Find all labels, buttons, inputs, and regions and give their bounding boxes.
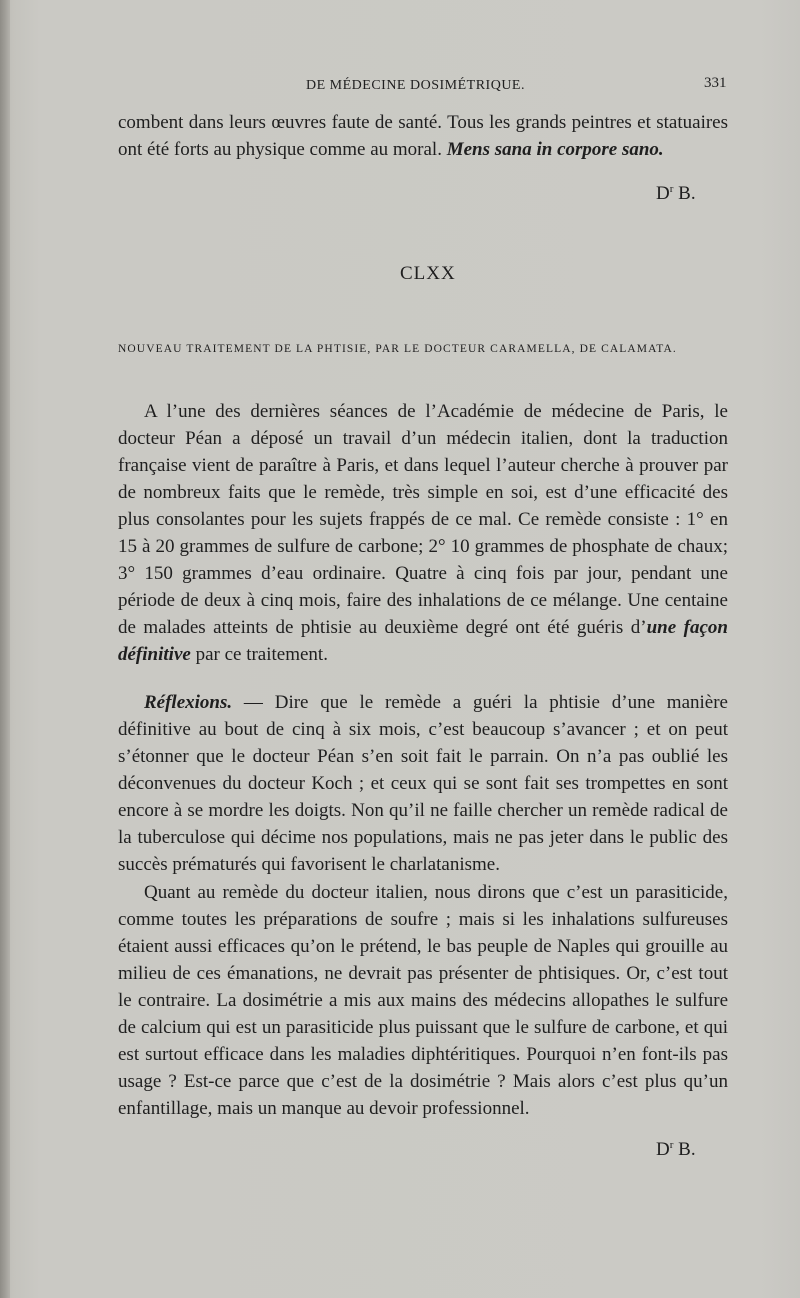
signature: [656, 183, 696, 205]
paragraph-text: A l’une des dernières séances de l’Académie de médecine de Paris, le docteur Péan a déposé un travail d’un médecin italien, dont la traduction française vient de paraître à Paris, et dans lequel l’auteur cherche à prouver par de nombreux faits que le remède, très simple en soi, est d’une efficacité des plus consolantes pour les sujets frappés de ce mal. Ce remède consiste : 1° en 15 à 20 grammes de sulfure de carbone; 2° 10 grammes de phosphate de chaux; 3° 150 grammes d’eau ordinaire. Quatre à cinq fois par jour, pendant une période de deux à cinq mois, faire des inhalations de ce mélange. Une centaine de malades atteints de phtisie au deuxième degré ont été guéris d’: [118, 401, 728, 638]
page-header: [0, 72, 800, 98]
signature-name: B.: [673, 183, 696, 204]
emphasis-text: une façon définitive: [118, 617, 728, 665]
paragraph-continuation: [118, 109, 728, 163]
paragraph-reflexions: [118, 689, 728, 878]
section-title: NOUVEAU TRAITEMENT DE LA PHTISIE, PAR LE DOCTEUR CARAMELLA, DE CALAMATA.: [118, 343, 677, 355]
signature-name: B.: [673, 1139, 696, 1160]
paragraph-treatment: [118, 398, 728, 668]
latin-quote: Mens sana in corpore sano.: [446, 139, 664, 160]
paragraph-text: combent dans leurs œuvres faute de santé. Tous les grands peintres et statuaires ont été forts au physique comme au moral.: [118, 112, 728, 160]
paragraph-text: Quant au remède du docteur italien, nous dirons que c’est un parasiticide, comme toutes les préparations de soufre ; mais si les inhalations sulfureuses étaient aussi efficaces qu’on le prétend, le bas peuple de Naples qui grouille au milieu de ces émanations, ne devrait pas présenter de phtisiques. Or, c’est tout le contraire. La dosimétrie a mis aux mains des médecins allopathes le sulfure de calcium qui est un parasiticide plus puissant que le sulfure de carbone, et qui est surtout efficace dans les maladies diphtéritiques. Pourquoi n’en font-ils pas usage ? Est-ce parce que c’est de la dosimétrie ? Mais alors c’est plus qu’un enfantillage, mais un manque au devoir professionnel.: [118, 882, 728, 1119]
signature-prefix: D: [656, 1139, 670, 1160]
signature: [656, 1139, 696, 1161]
signature-superscript: r: [669, 1139, 674, 1151]
running-head: DE MÉDECINE DOSIMÉTRIQUE.: [306, 78, 525, 93]
paragraph-remede: [118, 879, 728, 1122]
paragraph-text-end: par ce traitement.: [190, 644, 328, 665]
reflexions-lead: Réflexions.: [144, 692, 233, 713]
page-number: 331: [704, 75, 727, 91]
signature-superscript: r: [669, 183, 674, 195]
signature-prefix: D: [656, 183, 670, 204]
paragraph-text: — Dire que le remède a guéri la phtisie d’une manière définitive au bout de cinq à six mois, c’est beaucoup s’avancer ; et on peut s’étonner que le docteur Péan s’en soit fait le parrain. On n’a pas oublié les déconvenues du docteur Koch ; et ceux qui se sont fait ses trompettes en sont encore à se mordre les doigts. Non qu’il ne faille chercher un remède radical de la tuberculose qui décime nos populations, mais ne pas jeter dans le public des succès prématurés qui favorisent le charlatanisme.: [118, 692, 728, 875]
section-number: CLXX: [400, 263, 456, 284]
book-spine-shadow: [0, 0, 10, 1298]
